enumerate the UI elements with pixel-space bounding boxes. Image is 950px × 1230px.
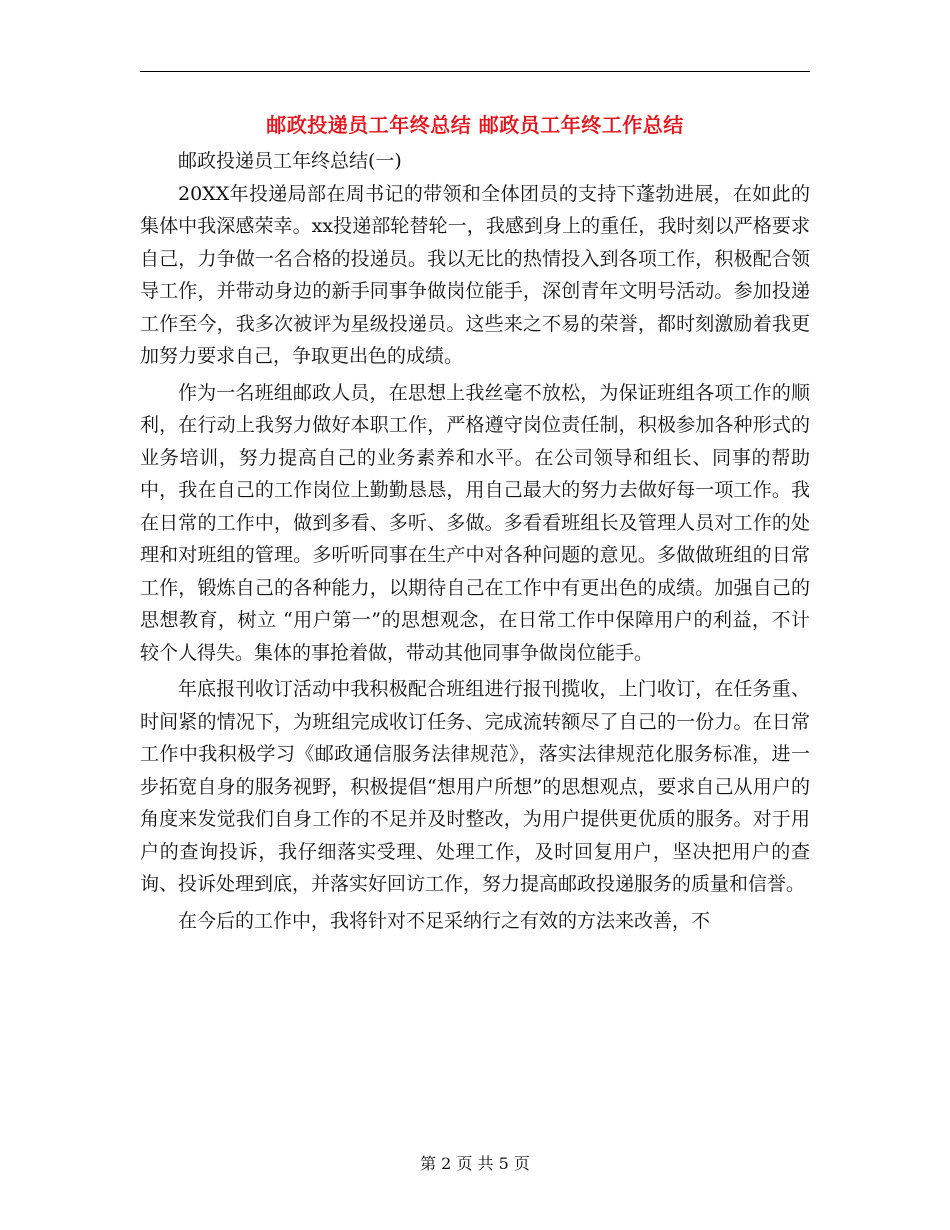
page-number: 第 2 页 共 5 页 <box>420 1154 530 1173</box>
paragraph-1: 20XX年投递局部在周书记的带领和全体团员的支持下蓬勃进展，在如此的集体中我深感荣幸。xx投递部轮替轮一，我感到身上的重任，我时刻以严格要求自己，力争做一名合格的投递员。我以无比的热情投入到各项工作，积极配合领导工作，并带动身边的新手同事争做岗位能手，深创青年文明号活动。参加投递工作至今，我多次被评为星级投递员。这些来之不易的荣誉，都时刻激励着我更加努力要求自己，争取更出色的成绩。 <box>140 182 810 367</box>
paragraph-4: 在今后的工作中，我将针对不足采纳行之有效的方法来改善，不 <box>178 909 711 932</box>
section-heading: 邮政投递员工年终总结(一) <box>178 150 402 172</box>
header-rule <box>140 71 810 72</box>
document-body <box>140 145 810 937</box>
document-title: 邮政投递员工年终总结 邮政员工年终工作总结 <box>266 113 684 137</box>
paragraph-2: 作为一名班组邮政人员，在思想上我丝毫不放松，为保证班组各项工作的顺利，在行动上我努力做好本职工作，严格遵守岗位责任制，积极参加各种形式的业务培训，努力提高自己的业务素养和水平。在公司领导和组长、同事的帮助中，我在自己的工作岗位上勤勤恳恳，用自己最大的努力去做好每一项工作。我在日常的工作中，做到多看、多听、多做。多看看班组长及管理人员对工作的处理和对班组的管理。多听听同事在生产中对各种问题的意见。多做做班组的日常工作，锻炼自己的各种能力，以期待自己在工作中有更出色的成绩。加强自己的思想教育，树立 “用户第一”的思想观念，在日常工作中保障用户的利益，不计较个人得失。集体的事抢着做，带动其他同事争做岗位能手。 <box>140 381 810 664</box>
paragraph-3: 年底报刊收订活动中我积极配合班组进行报刊揽收，上门收订，在任务重、时间紧的情况下，为班组完成收订任务、完成流转额尽了自己的一份力。在日常工作中我积极学习《邮政通信服务法律规范》，落实法律规范化服务标准，进一步拓宽自身的服务视野，积极提倡“想用户所想”的思想观点，要求自己从用户的角度来发觉我们自身工作的不足并及时整改，为用户提供更优质的服务。对于用户的查询投诉，我仔细落实受理、处理工作，及时回复用户，坚决把用户的查询、投诉处理到底，并落实好回访工作，努力提高邮政投递服务的质量和信誉。 <box>140 678 810 895</box>
